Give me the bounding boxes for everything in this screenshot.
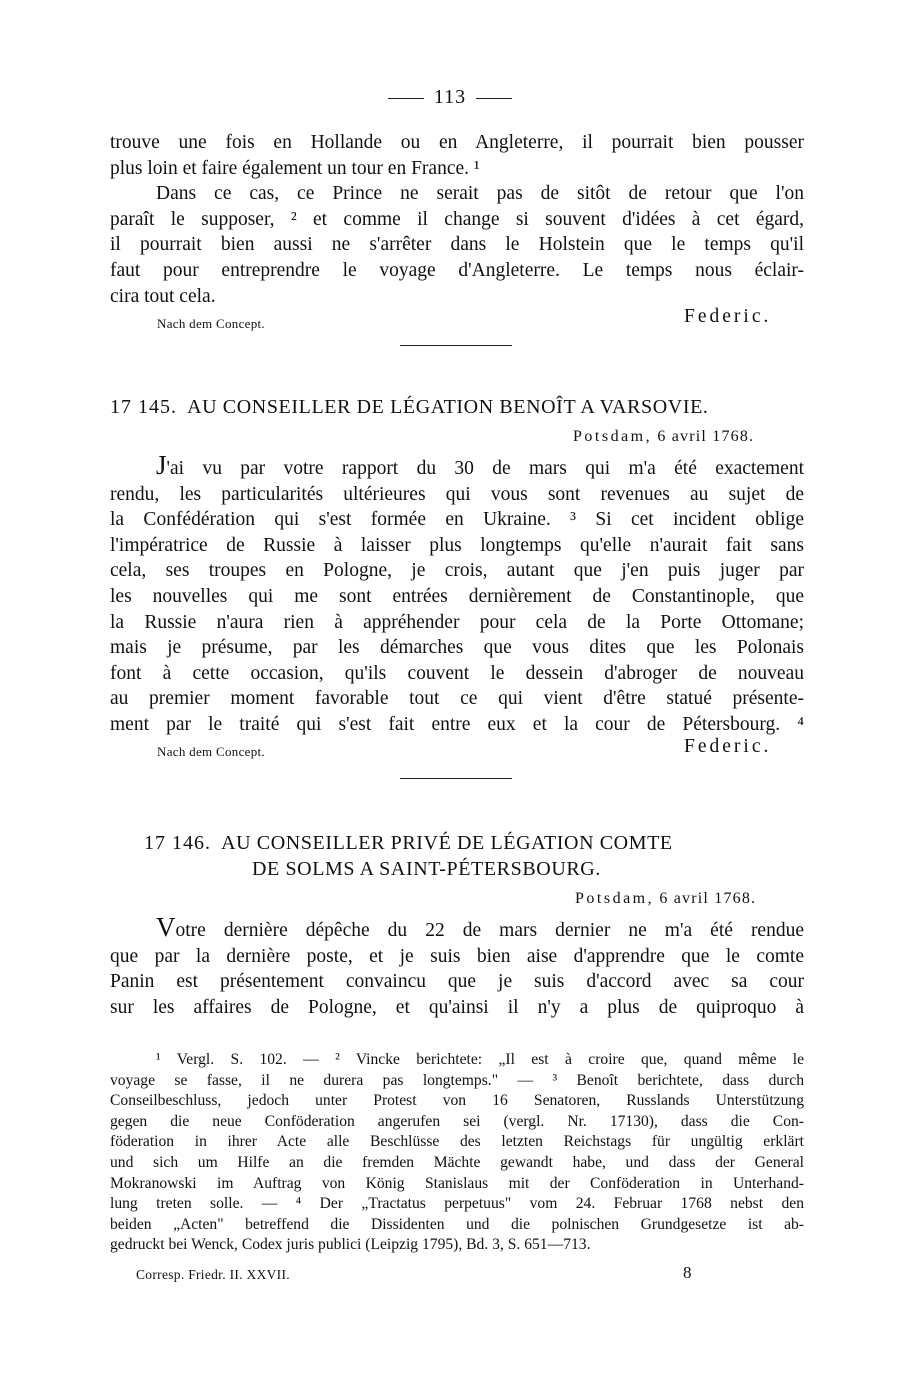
letter-number: 17 145. xyxy=(110,396,177,418)
letter-recipient: AU CONSEILLER PRIVÉ DE LÉGATION COMTE xyxy=(221,832,673,854)
footnote-line: Mokranowski im Auftrag von König Stanislaus mit der Conföderation in Unterhand- xyxy=(110,1174,804,1192)
initial-letter: J xyxy=(156,450,167,480)
footnote-line: gedruckt bei Wenck, Codex juris publici (Leipzig 1795), Bd. 3, S. 651—713. xyxy=(110,1236,591,1254)
text-line: l'impératrice de Russie à laisser plus longtemps qu'elle n'aurait fait sans xyxy=(110,534,804,556)
place: Potsdam, xyxy=(575,890,655,907)
text-line: sur les affaires de Pologne, et qu'ainsi il n'y a plus de quiproquo à xyxy=(110,996,804,1018)
text-line: Panin est présentement convaincu que je suis d'accord avec sa cour xyxy=(110,971,804,993)
section-divider xyxy=(400,345,512,346)
text-line: la Russie n'aura rien à appréhender pour cela de la Porte Ottomane; xyxy=(110,611,804,633)
text-line: J'ai vu par votre rapport du 30 de mars qui m'a été exactement xyxy=(156,450,804,480)
footnotes xyxy=(110,1050,804,1256)
signature: Federic. xyxy=(684,306,772,327)
source-note: Nach dem Concept. xyxy=(157,316,265,331)
letter-heading-continued: DE SOLMS A SAINT-PÉTERSBOURG. xyxy=(252,858,601,880)
text-line: il pourrait bien aussi ne s'arrêter dans le Holstein que le temps qu'il xyxy=(110,234,804,256)
footnote-line: föderation in ihrer Acte alle Beschlüsse des letzten Reichstags für ungültig erklärt xyxy=(110,1133,804,1151)
signature-mark: Corresp. Friedr. II. XXVII. xyxy=(136,1267,290,1282)
text-line: mais je présume, par les démarches que vous dites que les Polonais xyxy=(110,637,804,659)
text-line: que par la dernière poste, et je suis bien aise d'apprendre que le comte xyxy=(110,945,804,967)
text-line: les nouvelles qui me sont entrées dernièrement de Constantinople, que xyxy=(110,585,804,607)
text-line: au premier moment favorable tout ce qui vient d'être statué présente- xyxy=(110,688,804,710)
section-divider xyxy=(400,778,512,779)
text-line: font à cette occasion, qu'ils couvent le dessein d'abroger de nouveau xyxy=(110,662,804,684)
footnote-line: und sich um Hilfe an die fremden Mächte gewandt habe, und dass der General xyxy=(110,1153,804,1171)
source-note: Nach dem Concept. xyxy=(157,744,265,759)
page-header xyxy=(0,86,900,109)
page-number: 113 xyxy=(433,86,467,108)
date: 6 avril 1768. xyxy=(657,428,755,445)
initial-letter: V xyxy=(156,912,176,942)
intro-text xyxy=(110,130,804,309)
sheet-number: 8 xyxy=(683,1263,692,1282)
letter-heading xyxy=(144,832,673,855)
text-line: trouve une fois en Hollande ou en Angleterre, il pourrait bien pousser xyxy=(110,132,804,153)
date: 6 avril 1768. xyxy=(659,890,757,907)
text-line: la Confédération qui s'est formée en Ukraine. ³ Si cet incident oblige xyxy=(110,509,804,531)
header-dash-left xyxy=(388,98,424,99)
footnote-line: voyage se fasse, il ne durera pas longtemps." — ³ Benoît berichtete, dass durch xyxy=(110,1071,804,1089)
text-line: rendu, les particularités ultérieures qui vous sont revenues au sujet de xyxy=(110,483,804,505)
text-line: ment par le traité qui s'est fait entre eux et la cour de Pétersbourg. ⁴ xyxy=(110,713,804,735)
footnote-line: beiden „Acten" betreffend die Dissidenten und die polnischen Grundgesetze ist ab- xyxy=(110,1215,804,1233)
footnote-line: gegen die neue Conföderation angerufen sei (vergl. Nr. 17130), dass die Con- xyxy=(110,1112,804,1130)
text-line: Dans ce cas, ce Prince ne serait pas de sitôt de retour que l'on xyxy=(156,183,804,205)
dateline xyxy=(573,428,754,446)
signature: Federic. xyxy=(684,736,772,757)
text-line: paraît le supposer, ² et comme il change si souvent d'idées à cet égard, xyxy=(110,208,804,230)
dateline xyxy=(575,890,756,908)
header-dash-right xyxy=(476,98,512,99)
text-line: Votre dernière dépêche du 22 de mars dernier ne m'a été rendue xyxy=(156,912,804,942)
letter-text xyxy=(110,912,804,1020)
text-line: plus loin et faire également un tour en France. ¹ xyxy=(110,157,480,179)
letter-heading xyxy=(110,396,709,419)
text-line: cira tout cela. xyxy=(110,285,216,307)
footnote-line: ¹ Vergl. S. 102. — ² Vincke berichtete: „Il est à croire que, quand même le xyxy=(156,1051,804,1068)
text-line: faut pour entreprendre le voyage d'Angleterre. Le temps nous éclair- xyxy=(110,259,804,281)
place: Potsdam, xyxy=(573,428,653,445)
letter-text xyxy=(110,450,804,738)
footnote-line: Conseilbeschluss, jedoch unter Protest von 16 Senatoren, Russlands Unterstützung xyxy=(110,1092,804,1110)
text-line: cela, ses troupes en Pologne, je crois, autant que j'en puis juger par xyxy=(110,560,804,582)
footnote-line: lung treten solle. — ⁴ Der „Tractatus perpetuus" vom 24. Februar 1768 nebst den xyxy=(110,1195,804,1213)
letter-recipient: AU CONSEILLER DE LÉGATION BENOÎT A VARSOVIE. xyxy=(187,396,709,418)
letter-number: 17 146. xyxy=(144,832,211,854)
